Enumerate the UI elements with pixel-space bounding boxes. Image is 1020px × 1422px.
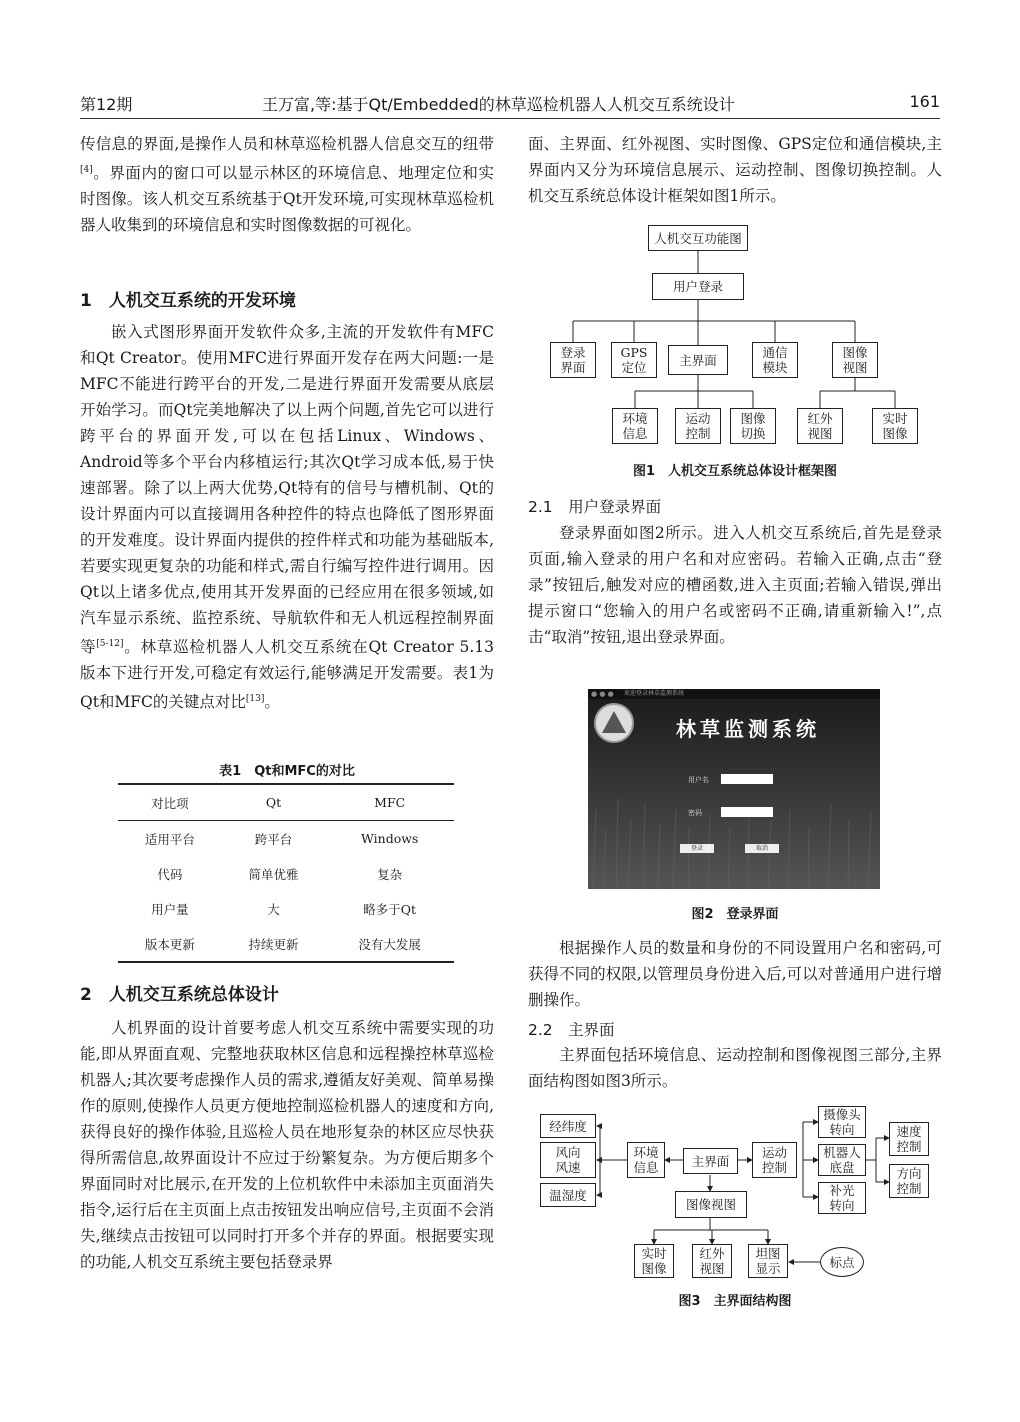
table-header: Qt	[265, 795, 282, 810]
fig3-node: 速度 控制	[889, 1122, 929, 1156]
fig3-node: 图像视图	[675, 1191, 747, 1218]
login-button[interactable]: 登录	[680, 844, 714, 853]
citation-ref: [13]	[245, 694, 265, 705]
fig1-node: 图像 切换	[730, 408, 776, 444]
table-row: 适用平台 跨平台 Windows	[144, 831, 419, 847]
page-number: 161	[909, 92, 940, 111]
username-label: 用户名	[688, 776, 709, 784]
running-title: 王万富,等:基于Qt/Embedded的林草巡检机器人人机交互系统设计	[262, 95, 735, 114]
issue-number: 第12期	[80, 95, 133, 114]
app-title: 林草监测系统	[676, 717, 820, 741]
fig1-node: 登录 界面	[550, 342, 596, 378]
fig1-node: 运动 控制	[675, 408, 721, 444]
fig3-node: 机器人 底盘	[818, 1144, 866, 1176]
fig1-node: 环境 信息	[612, 408, 658, 444]
fig1-node: 主界面	[668, 345, 728, 375]
section-1-heading: 1 人机交互系统的开发环境	[80, 291, 296, 311]
fig1-node: GPS 定位	[611, 342, 657, 378]
table-1-caption: 表1 Qt和MFC的对比	[219, 764, 355, 779]
right-para-3: 根据操作人员的数量和身份的不同设置用户名和密码,可获得不同的权限,以管理员身份进入后,可以对普通用户进行增删操作。	[528, 939, 942, 1009]
right-para-2: 登录界面如图2所示。进入人机交互系统后,首先是登录页面,输入登录的用户名和对应密码。若输入正确,点击“登录”按钮后,触发对应的槽函数,进入主页面;若输入错误,弹出提示窗口“您输入的用户名或密码不正确,请重新输入!”,点击“取消”按钮,退出登录界面。	[528, 524, 942, 646]
fig3-node: 风向 风速	[540, 1142, 596, 1178]
fig1-root-node: 人机交互功能图	[648, 225, 748, 251]
right-para-4: 主界面包括环境信息、运动控制和图像视图三部分,主界面结构图如图3所示。	[528, 1046, 942, 1090]
fig1-node: 通信 模块	[752, 342, 798, 378]
citation-ref: [4]	[80, 165, 93, 175]
fig3-node: 方向 控制	[889, 1164, 929, 1198]
subsection-2-2: 2.2 主界面	[528, 1021, 615, 1039]
citation-ref: [5-12]	[96, 639, 124, 649]
fig3-node: 红外 视图	[692, 1244, 732, 1278]
fig3-node: 温湿度	[540, 1183, 596, 1207]
window-controls-icon: ● ● ●	[591, 690, 614, 698]
left-para-2: 嵌入式图形界面开发软件众多,主流的开发软件有MFC和Qt Creator。使用MFC进行界面开发存在两大问题:一是MFC不能进行跨平台的开发,二是进行界面开发需要从底层开始学习。而Qt完美地解决了以上两个问题,首先它可以进行跨平台的界面开发,可以在包括Linux、Windows、Android等多个平台内移植运行;其次Qt学习成本低,易于快速部署。除了以上两大优势,Qt特有的信号与槽机制、Qt的设计界面内可以直接调用各种控件的特点也降低了图形界面的开发难度。设计界面内提供的控件样式和功能为基础版本,若要实现更复杂的功能和样式,需自行编写控件进行调用。因Qt以上诸多优点,使用其开发界面的已经应用在很多领域,如汽车显示系统、监控系统、导航软件和无人机远程控制界面等[5-12]。林草巡检机器人人机交互系统在Qt Creator 5.13版本下进行开发,可稳定有效运行,能够满足开发需要。表1为Qt和MFC的关键点对比[13]。	[80, 323, 494, 712]
fig3-node: 坦图 显示	[748, 1244, 788, 1278]
figure-3-caption: 图3 主界面结构图	[678, 1294, 792, 1309]
cancel-button[interactable]: 取消	[745, 844, 779, 853]
table-row: 代码 简单优雅 复杂	[157, 866, 403, 882]
password-label: 密码	[688, 809, 702, 817]
figure-1-caption: 图1 人机交互系统总体设计框架图	[632, 464, 838, 479]
fig1-login-node: 用户登录	[652, 273, 744, 300]
figure-2-caption: 图2 登录界面	[691, 907, 779, 922]
fig3-main-node: 主界面	[683, 1148, 738, 1174]
table-row: 版本更新 持续更新 没有大发展	[118, 926, 454, 962]
fig3-node: 运动 控制	[752, 1142, 797, 1178]
fig3-node: 补光 转向	[818, 1182, 866, 1214]
fig3-node: 摄像头 转向	[818, 1106, 866, 1138]
left-para-1: 传信息的界面,是操作人员和林草巡检机器人信息交互的纽带[4]。界面内的窗口可以显示林区的环境信息、地理定位和实时图像。该人机交互系统基于Qt开发环境,可实现林草巡检机器人收集到的环境信息和实时图像数据的可视化。	[80, 135, 494, 235]
table-row: 用户量 大 略多于Qt	[151, 901, 417, 917]
fig1-node: 红外 视图	[797, 408, 843, 444]
fig3-node: 环境 信息	[627, 1142, 665, 1178]
fig3-marker-node: 标点	[820, 1247, 864, 1277]
left-para-3: 人机界面的设计首要考虑人机交互系统中需要实现的功能,即从界面直观、完整地获取林区信息和远程操控林草巡检机器人;其次要考虑操作人员的需求,遵循友好美观、简单易操作的原则,使操作人员更方便地控制巡检机器人的速度和方向,获得良好的操作体验,且巡检人员在地形复杂的林区应尽快获得所需信息,故界面设计不应过于纷繁复杂。为方便后期多个界面同时对比展示,在开发的上位机软件中未添加主页面消失指令,运行后在主页面上点击按钮发出响应信号,主页面不会消失,继续点击按钮可以同时打开多个并存的界面。根据要实现的功能,人机交互系统主要包括登录界	[80, 1019, 494, 1271]
right-para-1: 面、主界面、红外视图、实时图像、GPS定位和通信模块,主界面内又分为环境信息展示、运动控制、图像切换控制。人机交互系统总体设计框架如图1所示。	[528, 135, 942, 205]
subsection-2-1: 2.1 用户登录界面	[528, 498, 662, 516]
table-header: 对比项	[151, 795, 189, 811]
fig1-node: 图像 视图	[832, 342, 878, 378]
table-header: MFC	[374, 795, 406, 810]
fig3-node: 实时 图像	[634, 1244, 674, 1278]
fig1-node: 实时 图像	[872, 408, 918, 444]
fig3-node: 经纬度	[540, 1114, 596, 1138]
section-2-heading: 2 人机交互系统总体设计	[80, 985, 279, 1005]
login-window-title: 欢迎登录林草监测系统	[624, 690, 685, 697]
